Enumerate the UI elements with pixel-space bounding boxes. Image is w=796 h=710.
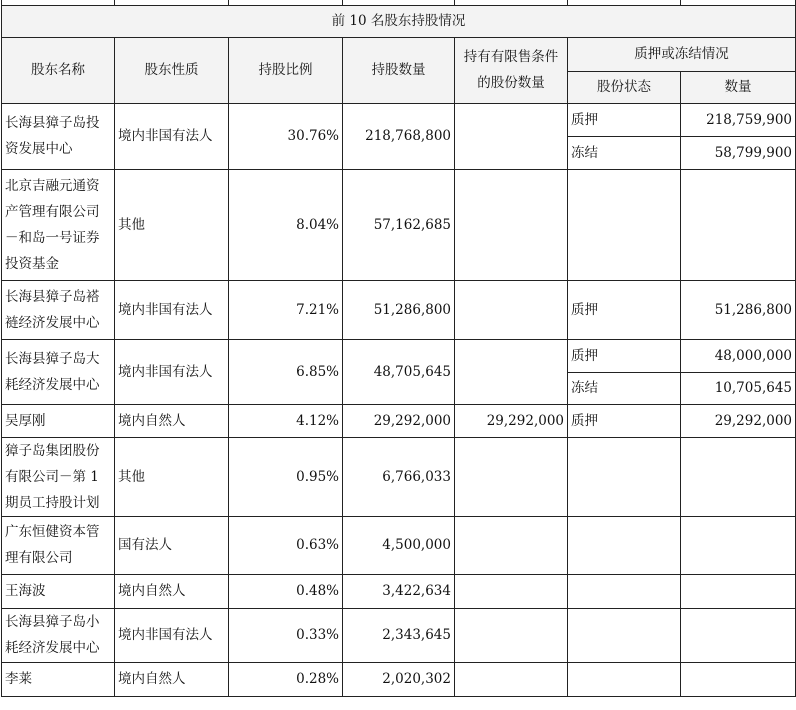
restricted-quantity: 29,292,000 [455, 404, 568, 437]
pledge-quantity [681, 662, 796, 696]
pledge-status [568, 169, 681, 280]
shareholder-nature: 其他 [115, 437, 229, 516]
shareholding-quantity: 29,292,000 [343, 404, 455, 437]
pledge-status: 冻结 [568, 372, 681, 404]
restricted-quantity [455, 516, 568, 574]
shareholding-ratio: 0.28% [229, 662, 343, 696]
shareholder-name: 李莱 [2, 662, 115, 696]
restricted-quantity [455, 437, 568, 516]
pledge-status [568, 608, 681, 662]
table-row [2, 516, 796, 574]
shareholder-nature: 其他 [115, 169, 229, 280]
pledge-quantity: 48,000,000 [681, 339, 796, 372]
shareholder-name: 长海县獐子岛投资发展中心 [2, 103, 115, 169]
shareholder-name: 獐子岛集团股份有限公司－第 1 期员工持股计划 [2, 437, 115, 516]
shareholder-name: 王海波 [2, 574, 115, 608]
header-pledge-quantity: 数量 [681, 71, 796, 103]
pledge-quantity: 51,286,800 [681, 280, 796, 339]
shareholder-nature: 国有法人 [115, 516, 229, 574]
shareholders-table [1, 0, 796, 697]
pledge-quantity: 218,759,900 [681, 103, 796, 136]
header-ratio: 持股比例 [229, 37, 343, 103]
shareholder-name: 广东恒健资本管理有限公司 [2, 516, 115, 574]
shareholding-quantity: 57,162,685 [343, 169, 455, 280]
table-row [2, 662, 796, 696]
table-row [2, 574, 796, 608]
restricted-quantity [455, 662, 568, 696]
shareholding-quantity: 2,343,645 [343, 608, 455, 662]
header-name: 股东名称 [2, 37, 115, 103]
pledge-status: 质押 [568, 404, 681, 437]
pledge-status: 冻结 [568, 136, 681, 169]
shareholding-quantity: 3,422,634 [343, 574, 455, 608]
table-row [2, 169, 796, 280]
shareholding-quantity: 6,766,033 [343, 437, 455, 516]
restricted-quantity [455, 280, 568, 339]
pledge-quantity [681, 608, 796, 662]
restricted-quantity [455, 169, 568, 280]
shareholder-name: 北京吉融元通资产管理有限公司－和岛一号证券投资基金 [2, 169, 115, 280]
shareholder-name: 吴厚刚 [2, 404, 115, 437]
shareholding-quantity: 48,705,645 [343, 339, 455, 404]
pledge-quantity [681, 574, 796, 608]
pledge-status [568, 437, 681, 516]
shareholding-ratio: 0.33% [229, 608, 343, 662]
shareholder-nature: 境内非国有法人 [115, 103, 229, 169]
table-row [2, 280, 796, 339]
pledge-status: 质押 [568, 103, 681, 136]
shareholder-nature: 境内自然人 [115, 404, 229, 437]
title-row [2, 5, 796, 37]
header-row [2, 37, 796, 71]
pledge-status: 质押 [568, 339, 681, 372]
shareholder-nature: 境内非国有法人 [115, 608, 229, 662]
table-row [2, 339, 796, 372]
shareholder-nature: 境内自然人 [115, 574, 229, 608]
shareholding-quantity: 51,286,800 [343, 280, 455, 339]
shareholding-ratio: 4.12% [229, 404, 343, 437]
pledge-status [568, 662, 681, 696]
pledge-quantity: 10,705,645 [681, 372, 796, 404]
table-title: 前 10 名股东持股情况 [2, 5, 796, 37]
header-pledge-status: 股份状态 [568, 71, 681, 103]
shareholding-ratio: 0.63% [229, 516, 343, 574]
restricted-quantity [455, 339, 568, 404]
table-row [2, 404, 796, 437]
shareholding-quantity: 4,500,000 [343, 516, 455, 574]
shareholding-ratio: 8.04% [229, 169, 343, 280]
pledge-status: 质押 [568, 280, 681, 339]
header-nature: 股东性质 [115, 37, 229, 103]
header-quantity: 持股数量 [343, 37, 455, 103]
shareholder-nature: 境内自然人 [115, 662, 229, 696]
shareholding-ratio: 7.21% [229, 280, 343, 339]
table-row [2, 608, 796, 662]
pledge-quantity: 58,799,900 [681, 136, 796, 169]
table-row [2, 103, 796, 136]
shareholder-name: 长海县獐子岛大耗经济发展中心 [2, 339, 115, 404]
pledge-quantity [681, 169, 796, 280]
shareholder-nature: 境内非国有法人 [115, 339, 229, 404]
restricted-quantity [455, 103, 568, 169]
pledge-status [568, 516, 681, 574]
pledge-quantity [681, 516, 796, 574]
pledge-quantity [681, 437, 796, 516]
table-row [2, 437, 796, 516]
shareholding-quantity: 218,768,800 [343, 103, 455, 169]
shareholding-ratio: 0.48% [229, 574, 343, 608]
shareholding-ratio: 30.76% [229, 103, 343, 169]
shareholding-ratio: 6.85% [229, 339, 343, 404]
header-pledge-group: 质押或冻结情况 [568, 37, 796, 71]
shareholder-name: 长海县獐子岛小耗经济发展中心 [2, 608, 115, 662]
shareholder-name: 长海县獐子岛褡裢经济发展中心 [2, 280, 115, 339]
pledge-status [568, 574, 681, 608]
shareholding-ratio: 0.95% [229, 437, 343, 516]
shareholding-quantity: 2,020,302 [343, 662, 455, 696]
restricted-quantity [455, 608, 568, 662]
restricted-quantity [455, 574, 568, 608]
header-restricted: 持有有限售条件的股份数量 [455, 37, 568, 103]
pledge-quantity: 29,292,000 [681, 404, 796, 437]
shareholder-nature: 境内非国有法人 [115, 280, 229, 339]
